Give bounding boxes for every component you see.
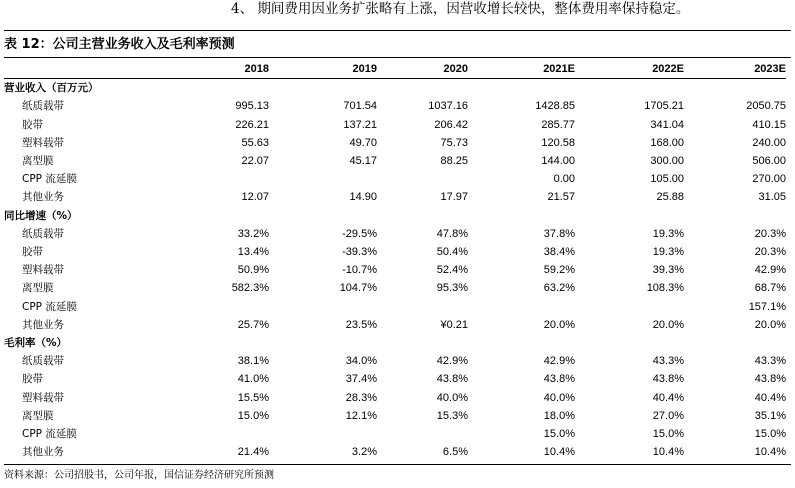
row-label: CPP 流延膜 [22, 300, 77, 313]
table-row [4, 279, 786, 297]
row-label: 其他业务 [22, 191, 64, 204]
value-cell: 137.21 [343, 118, 377, 131]
value-cell: 55.63 [241, 136, 269, 149]
value-cell: 31.05 [758, 191, 786, 204]
value-cell [575, 298, 684, 316]
value-cell: 20.3% [754, 246, 786, 259]
value-cell: 300.00 [650, 155, 684, 168]
value-cell: -39.3% [342, 246, 377, 259]
value-cell: 42.9% [543, 355, 575, 368]
value-cell: 120.58 [541, 136, 575, 149]
value-cell: 28.3% [345, 391, 377, 404]
value-cell: 49.70 [349, 136, 377, 149]
table-row [4, 152, 786, 170]
value-cell: 43.8% [652, 373, 684, 386]
row-label: 纸质载带 [22, 100, 64, 113]
value-cell: 23.5% [345, 318, 377, 331]
table-row [4, 116, 786, 134]
value-cell: 52.4% [436, 264, 468, 277]
value-cell: 88.25 [440, 155, 468, 168]
value-cell: 13.4% [237, 246, 269, 259]
value-cell: 995.13 [235, 100, 269, 113]
section-row [4, 334, 786, 352]
value-cell: 15.0% [754, 428, 786, 441]
value-cell: 43.8% [436, 373, 468, 386]
value-cell: 20.0% [543, 318, 575, 331]
value-cell: 14.90 [349, 191, 377, 204]
value-cell: 37.8% [543, 227, 575, 240]
value-cell: 40.0% [436, 391, 468, 404]
year-header: 2020 [443, 63, 468, 75]
value-cell: 50.4% [436, 246, 468, 259]
value-cell: 43.3% [652, 355, 684, 368]
value-cell: 285.77 [541, 118, 575, 131]
value-cell: 40.0% [543, 391, 575, 404]
value-cell: 105.00 [650, 173, 684, 186]
value-cell: 582.3% [231, 282, 269, 295]
row-label: 其他业务 [22, 318, 64, 331]
year-header: 2018 [244, 63, 269, 75]
header-row [4, 60, 786, 79]
table-row [4, 443, 786, 461]
value-cell: 12.07 [241, 191, 269, 204]
value-cell: 701.54 [343, 100, 377, 113]
value-cell [269, 425, 377, 443]
top-rule [4, 30, 791, 31]
intro-paragraph: 4、 期间费用因业务扩张略有上涨，因营收增长较快，整体费用率保持稳定。 [231, 1, 690, 17]
table-row [4, 243, 786, 261]
table-row [4, 225, 786, 243]
value-cell: 1037.16 [428, 100, 468, 113]
value-cell: 59.2% [543, 264, 575, 277]
value-cell: 168.00 [650, 136, 684, 149]
table-row [4, 316, 786, 334]
value-cell: 42.9% [436, 355, 468, 368]
value-cell: 3.2% [351, 446, 377, 459]
value-cell: 21.57 [547, 191, 575, 204]
section-title: 同比增速（%） [4, 209, 78, 222]
table-row [4, 261, 786, 279]
value-cell: 43.8% [754, 373, 786, 386]
table-row [4, 407, 786, 425]
value-cell: 21.4% [237, 446, 269, 459]
year-header: 2021E [543, 63, 575, 75]
value-cell: 20.3% [754, 227, 786, 240]
value-cell: 75.73 [440, 136, 468, 149]
value-cell: 1428.85 [535, 100, 575, 113]
value-cell: 63.2% [543, 282, 575, 295]
year-header: 2023E [754, 63, 786, 75]
value-cell: 22.07 [241, 155, 269, 168]
value-cell [377, 298, 468, 316]
value-cell: 41.0% [237, 373, 269, 386]
value-cell: 39.3% [652, 264, 684, 277]
value-cell [184, 170, 269, 188]
value-cell: 95.3% [436, 282, 468, 295]
value-cell: 50.9% [237, 264, 269, 277]
row-label: 纸质载带 [22, 227, 64, 240]
value-cell: 10.4% [543, 446, 575, 459]
value-cell: 270.00 [752, 173, 786, 186]
value-cell: 38.1% [237, 355, 269, 368]
row-label: 塑料载带 [22, 391, 64, 404]
row-label: 胶带 [22, 118, 43, 131]
value-cell [468, 298, 575, 316]
value-cell: 2050.75 [746, 100, 786, 113]
value-cell: 19.3% [652, 246, 684, 259]
value-cell [184, 298, 269, 316]
table-row [4, 188, 786, 206]
table-row [4, 170, 786, 188]
caption-rule [4, 57, 791, 58]
section-row [4, 207, 786, 225]
table-caption: 表 12：公司主营业务收入及毛利率预测 [4, 37, 235, 52]
value-cell [377, 170, 468, 188]
year-header: 2019 [352, 63, 377, 75]
value-cell: 38.4% [543, 246, 575, 259]
value-cell: 144.00 [541, 155, 575, 168]
value-cell: 34.0% [345, 355, 377, 368]
value-cell: 15.3% [436, 409, 468, 422]
value-cell: 157.1% [748, 300, 786, 313]
value-cell: 6.5% [442, 446, 468, 459]
value-cell: 40.4% [754, 391, 786, 404]
value-cell: ¥0.21 [440, 318, 468, 331]
value-cell: 104.7% [339, 282, 377, 295]
table-body [4, 79, 786, 462]
value-cell: 43.8% [543, 373, 575, 386]
bottom-rule [4, 464, 791, 465]
value-cell [269, 298, 377, 316]
year-header: 2022E [652, 63, 684, 75]
value-cell: 20.0% [652, 318, 684, 331]
row-label: CPP 流延膜 [22, 428, 77, 441]
value-cell: 226.21 [235, 118, 269, 131]
value-cell: 20.0% [754, 318, 786, 331]
value-cell [184, 425, 269, 443]
value-cell: 18.0% [543, 409, 575, 422]
value-cell: -10.7% [342, 264, 377, 277]
value-cell: 27.0% [652, 409, 684, 422]
value-cell: 42.9% [754, 264, 786, 277]
value-cell [377, 425, 468, 443]
value-cell: 410.15 [752, 118, 786, 131]
table-row [4, 97, 786, 115]
section-title: 毛利率（%） [4, 337, 68, 350]
value-cell: 43.3% [754, 355, 786, 368]
row-label: 塑料载带 [22, 264, 64, 277]
table-row [4, 425, 786, 443]
value-cell: 108.3% [646, 282, 684, 295]
section-row [4, 79, 786, 98]
row-label: 离型膜 [22, 282, 54, 295]
value-cell: 19.3% [652, 227, 684, 240]
value-cell: 17.97 [440, 191, 468, 204]
value-cell: 45.17 [349, 155, 377, 168]
value-cell: 10.4% [652, 446, 684, 459]
value-cell: 37.4% [345, 373, 377, 386]
value-cell: 0.00 [553, 173, 575, 186]
value-cell: 25.7% [237, 318, 269, 331]
value-cell: 40.4% [652, 391, 684, 404]
value-cell: -29.5% [342, 227, 377, 240]
value-cell: 206.42 [434, 118, 468, 131]
table-row [4, 370, 786, 388]
row-label: 塑料载带 [22, 136, 64, 149]
table-row [4, 298, 786, 316]
value-cell: 240.00 [752, 136, 786, 149]
row-label: 离型膜 [22, 155, 54, 168]
value-cell: 1705.21 [644, 100, 684, 113]
section-title: 营业收入（百万元） [4, 82, 99, 95]
table-row [4, 389, 786, 407]
value-cell: 15.0% [237, 409, 269, 422]
value-cell: 68.7% [754, 282, 786, 295]
value-cell: 35.1% [754, 409, 786, 422]
table-row [4, 352, 786, 370]
value-cell: 47.8% [436, 227, 468, 240]
row-label: 离型膜 [22, 409, 54, 422]
row-label: 胶带 [22, 373, 43, 386]
value-cell: 15.0% [543, 428, 575, 441]
row-label: 其他业务 [22, 446, 64, 459]
value-cell: 15.0% [652, 428, 684, 441]
value-cell: 25.88 [656, 191, 684, 204]
source-note: 资料来源：公司招股书，公司年报，国信证券经济研究所预测 [4, 470, 274, 481]
value-cell: 33.2% [237, 227, 269, 240]
value-cell: 12.1% [345, 409, 377, 422]
row-label: 胶带 [22, 246, 43, 259]
forecast-table [4, 60, 786, 461]
value-cell: 341.04 [650, 118, 684, 131]
header-label-cell [4, 60, 184, 79]
value-cell [269, 170, 377, 188]
row-label: CPP 流延膜 [22, 173, 77, 186]
value-cell: 506.00 [752, 155, 786, 168]
row-label: 纸质载带 [22, 355, 64, 368]
value-cell: 10.4% [754, 446, 786, 459]
table-row [4, 134, 786, 152]
value-cell: 15.5% [237, 391, 269, 404]
